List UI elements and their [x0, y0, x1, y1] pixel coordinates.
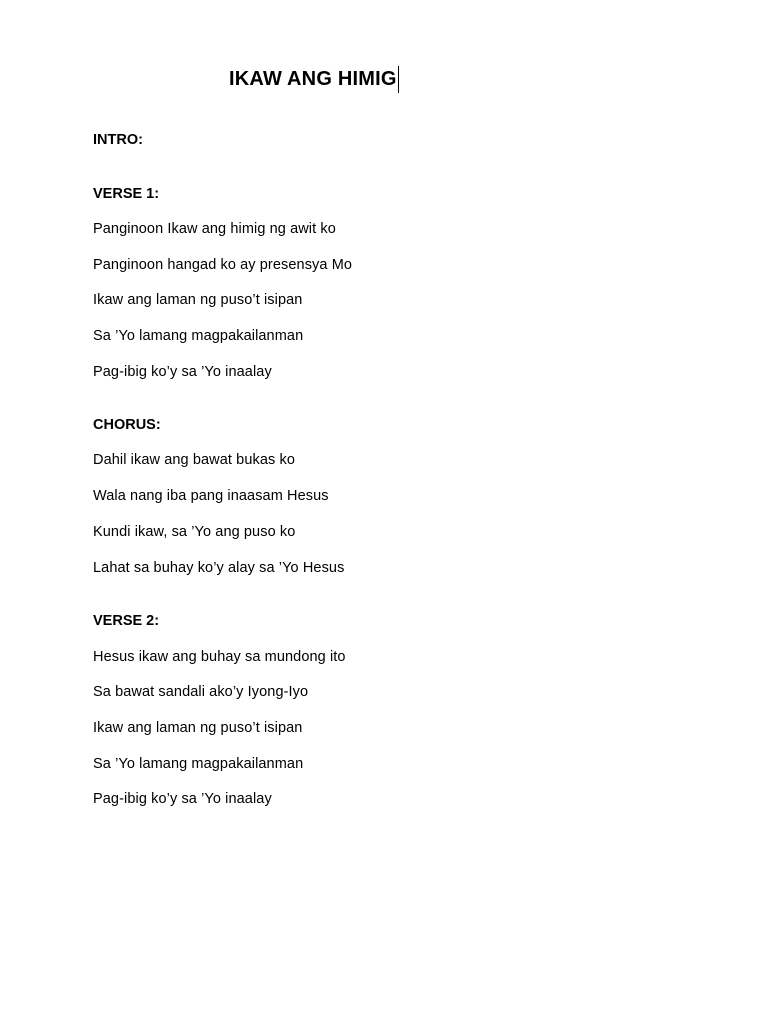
chorus-line: Dahil ikaw ang bawat bukas ko — [93, 452, 295, 468]
verse1-heading: VERSE 1: — [93, 186, 160, 202]
chorus-line: Lahat sa buhay ko’y alay sa ’Yo Hesus — [93, 560, 345, 576]
chorus-line: Wala nang iba pang inaasam Hesus — [93, 488, 329, 504]
verse2-line: Pag-ibig ko’y sa ’Yo inaalay — [93, 791, 272, 807]
verse1-line: Pag-ibig ko’y sa ’Yo inaalay — [93, 364, 272, 380]
song-title: IKAW ANG HIMIG — [229, 67, 397, 90]
verse1-line: Panginoon hangad ko ay presensya Mo — [93, 257, 353, 273]
verse1-line: Sa ’Yo lamang magpakailanman — [93, 328, 304, 344]
intro-heading: INTRO: — [93, 132, 143, 148]
verse2-line: Sa ’Yo lamang magpakailanman — [93, 756, 304, 772]
verse2-line: Ikaw ang laman ng puso’t isipan — [93, 720, 303, 736]
chorus-heading: CHORUS: — [93, 417, 161, 433]
verse2-line: Sa bawat sandali ako’y Iyong-Iyo — [93, 684, 309, 700]
title-block — [229, 64, 399, 94]
text-cursor — [398, 66, 400, 93]
verse2-line: Hesus ikaw ang buhay sa mundong ito — [93, 649, 346, 665]
verse1-line: Panginoon Ikaw ang himig ng awit ko — [93, 221, 336, 237]
verse2-heading: VERSE 2: — [93, 613, 160, 629]
chorus-line: Kundi ikaw, sa ’Yo ang puso ko — [93, 524, 296, 540]
verse1-line: Ikaw ang laman ng puso’t isipan — [93, 292, 303, 308]
